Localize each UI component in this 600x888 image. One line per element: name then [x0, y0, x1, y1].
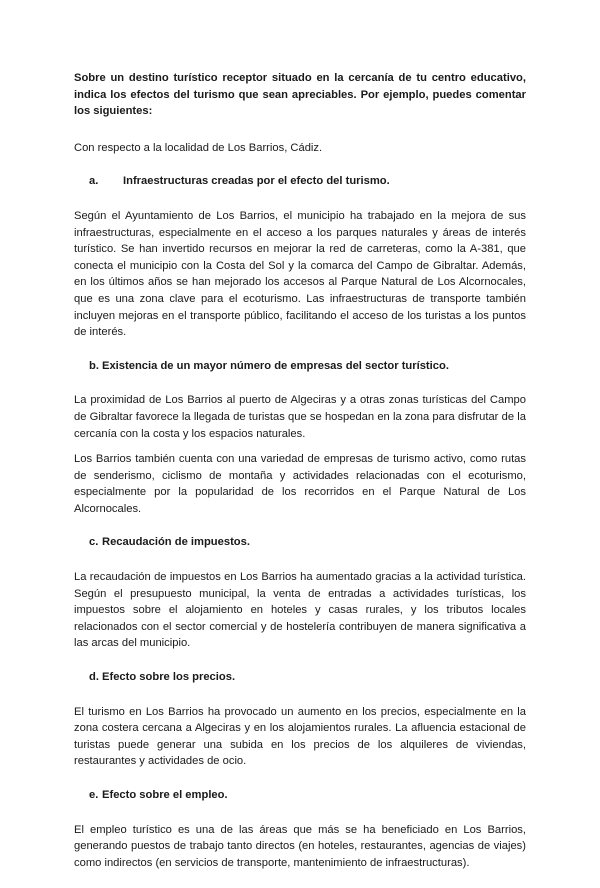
- section-title: Efecto sobre el empleo.: [102, 789, 228, 801]
- section-heading-d: [74, 669, 526, 686]
- section-b-paragraph-2: Los Barrios también cuenta con una variedad de empresas de turismo activo, como rutas de senderismo, ciclismo de montaña y actividades relacionadas con el ecoturismo, especialmente por la popularidad de los recorridos en el Parque Natural de Los Alcornocales.: [74, 453, 526, 515]
- section-title: Efecto sobre los precios.: [102, 671, 236, 684]
- section-heading-e: [74, 787, 526, 804]
- section-a-paragraph-1: Según el Ayuntamiento de Los Barrios, el municipio ha trabajado en la mejora de sus infraestructuras, especialmente en el acceso a los parques naturales y áreas de interés turístico. Se han invertido recursos en mejorar la red de carreteras, como la A-381, que conecta el municipio con la Costa del Sol y la comarca del Campo de Gibraltar. Además, en los últimos años se han mejorado los accesos al Parque Natural de Los Alcornocales, que es una zona clave para el ecoturismo. Las infraestructuras de transporte también incluyen mejoras en el transporte público, facilitando el acceso de los turistas a los puntos de interés.: [74, 209, 526, 339]
- section-c-paragraph-1: La recaudación de impuestos en Los Barrios ha aumentado gracias a la actividad turística. Según el presupuesto municipal, la venta de entradas a actividades turísticas, los impuestos sobre el alojamiento en hoteles y casas rurales, y los tributos locales relacionados con el sector comercial y de hostelería contribuyen de manera significativa a las arcas del municipio.: [74, 571, 526, 650]
- section-heading-a: [74, 173, 526, 190]
- section-e-paragraph-1: El empleo turístico es una de las áreas que más se ha beneficiado en Los Barrios, generando puestos de trabajo tanto directos (en hoteles, restaurantes, agencias de viajes) como indirectos (en servicios de transporte, mantenimiento de infraestructuras).: [74, 823, 526, 869]
- section-d-paragraph-1: El turismo en Los Barrios ha provocado un aumento en los precios, especialmente en la zona costera cercana a Algeciras y en los alojamientos rurales. La afluencia estacional de turistas puede generar una subida en los precios de los alquileres de viviendas, restaurantes y actividades de ocio.: [74, 705, 526, 768]
- section-letter: d.: [89, 671, 99, 684]
- section-letter: a.: [89, 175, 99, 188]
- intro-line: Con respecto a la localidad de Los Barrios, Cádiz.: [74, 141, 323, 154]
- section-letter: c.: [89, 536, 99, 549]
- section-letter: b.: [89, 359, 99, 372]
- section-heading-c: [74, 534, 526, 551]
- section-title: Existencia de un mayor número de empresas del sector turístico.: [102, 359, 449, 372]
- section-letter: e.: [89, 789, 99, 801]
- document-page: [74, 70, 526, 888]
- section-b-paragraph-1: La proximidad de Los Barrios al puerto de Algeciras y a otras zonas turísticas del Campo de Gibraltar favorece la llegada de turistas que se hospedan en la zona para disfrutar de la cercanía con la costa y los espacios naturales.: [74, 394, 526, 440]
- section-title: Recaudación de impuestos.: [102, 536, 250, 549]
- assignment-prompt: Sobre un destino turístico receptor situado en la cercanía de tu centro educativo, indica los efectos del turismo que sean apreciables. Por ejemplo, puedes comentar los siguientes:: [74, 72, 526, 118]
- section-title: Infraestructuras creadas por el efecto del turismo.: [123, 175, 390, 188]
- section-heading-b: [74, 358, 526, 375]
